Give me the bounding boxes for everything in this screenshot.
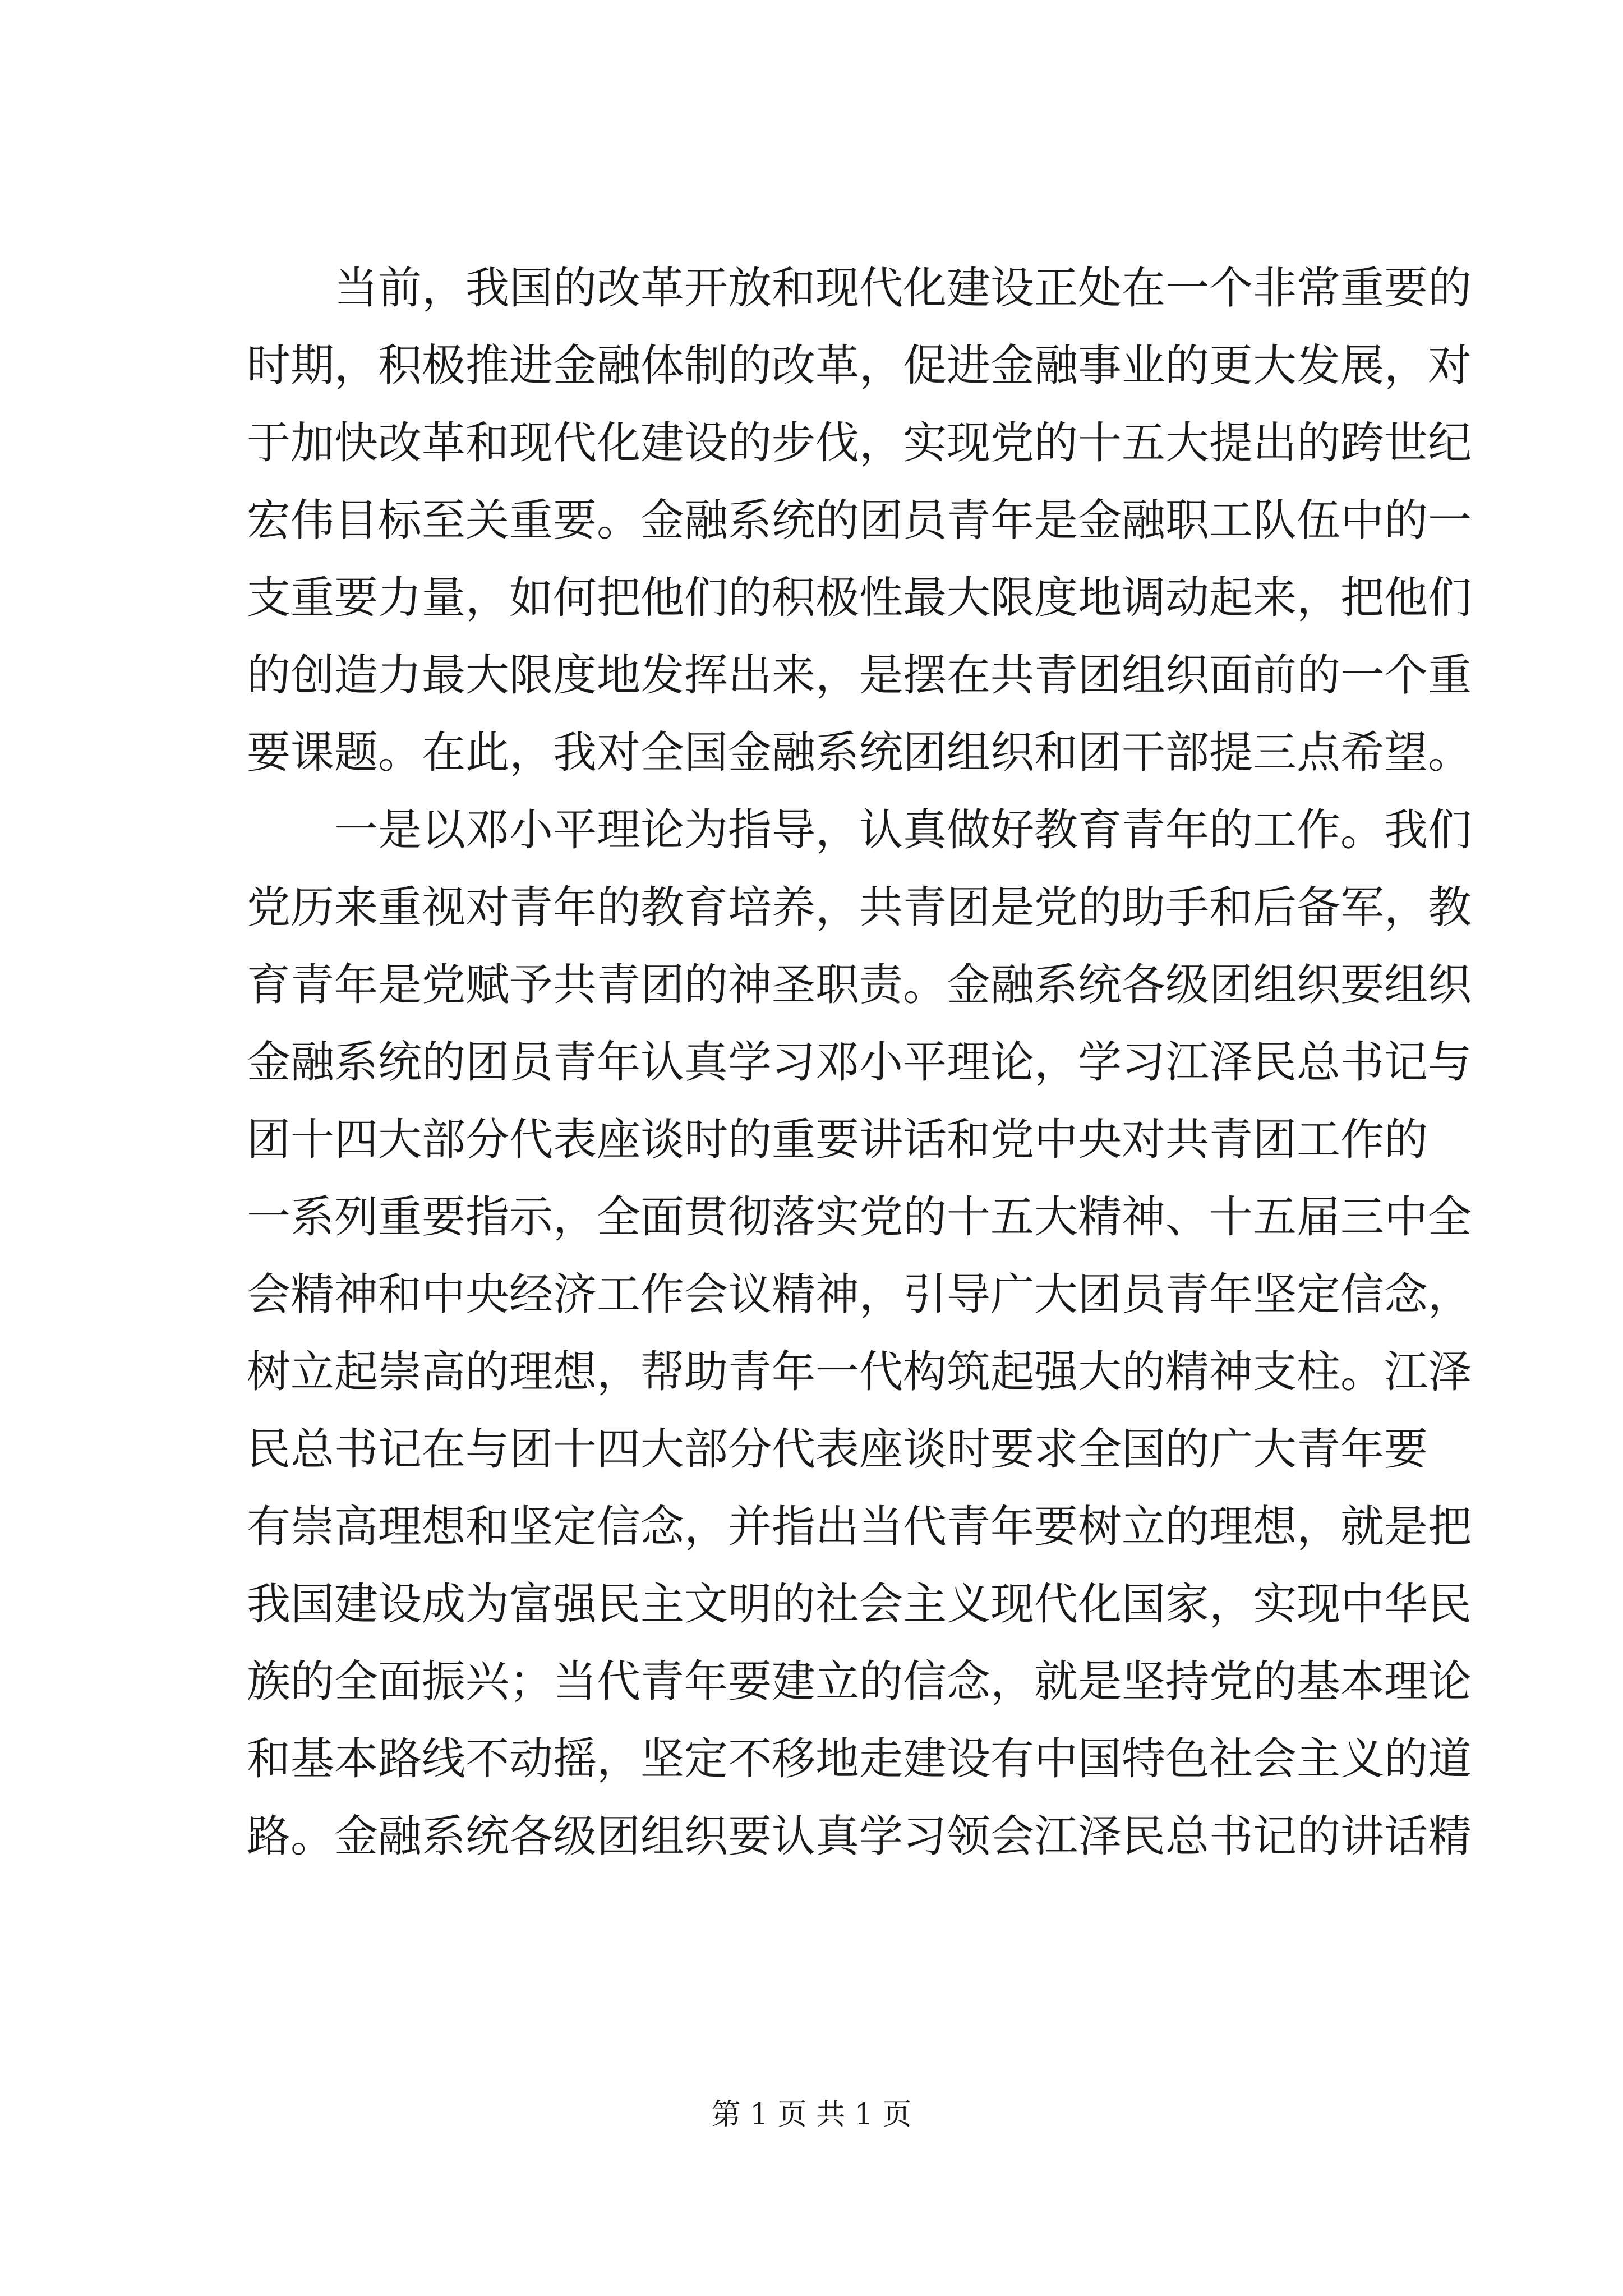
text-line: 团十四大部分代表座谈时的重要讲话和党中央对共青团工作的 [247,1115,1428,1165]
text-line: 育青年是党赋予共青团的神圣职责。金融系统各级团组织要组织 [247,960,1472,1010]
text-line: 的创造力最大限度地发挥出来，是摆在共青团组织面前的一个重 [247,650,1472,701]
text-line: 一是以邓小平理论为指导，认真做好教育青年的工作。我们 [247,805,1472,855]
text-line: 民总书记在与团十四大部分代表座谈时要求全国的广大青年要 [247,1424,1428,1475]
document-body [247,250,1472,1875]
text-line: 和基本路线不动摇，坚定不移地走建设有中国特色社会主义的道 [247,1734,1472,1784]
text-line: 路。金融系统各级团组织要认真学习领会江泽民总书记的讲话精 [247,1811,1472,1862]
text-line: 有崇高理想和坚定信念，并指出当代青年要树立的理想，就是把 [247,1502,1472,1552]
text-line: 于加快改革和现代化建设的步伐，实现党的十五大提出的跨世纪 [247,418,1472,468]
text-line: 会精神和中央经济工作会议精神，引导广大团员青年坚定信念， [247,1269,1472,1320]
paragraph-2 [247,792,1472,1875]
text-line: 党历来重视对青年的教育培养，共青团是党的助手和后备军，教 [247,882,1472,933]
text-line: 树立起崇高的理想，帮助青年一代构筑起强大的精神支柱。江泽 [247,1347,1472,1397]
text-line: 当前，我国的改革开放和现代化建设正处在一个非常重要的 [247,263,1472,314]
page-number-footer: 第 1 页 共 1 页 [711,2098,912,2132]
text-line: 宏伟目标至关重要。金融系统的团员青年是金融职工队伍中的一 [247,495,1472,546]
text-line: 族的全面振兴；当代青年要建立的信念，就是坚持党的基本理论 [247,1657,1472,1707]
text-line: 金融系统的团员青年认真学习邓小平理论，学习江泽民总书记与 [247,1037,1472,1088]
text-line: 我国建设成为富强民主文明的社会主义现代化国家，实现中华民 [247,1579,1472,1630]
paragraph-1 [247,250,1472,792]
text-line: 要课题。在此，我对全国金融系统团组织和团干部提三点希望。 [247,728,1472,778]
text-line: 时期，积极推进金融体制的改革，促进金融事业的更大发展，对 [247,341,1472,391]
text-line: 支重要力量，如何把他们的积极性最大限度地调动起来，把他们 [247,573,1472,623]
text-line: 一系列重要指示，全面贯彻落实党的十五大精神、十五届三中全 [247,1192,1472,1243]
